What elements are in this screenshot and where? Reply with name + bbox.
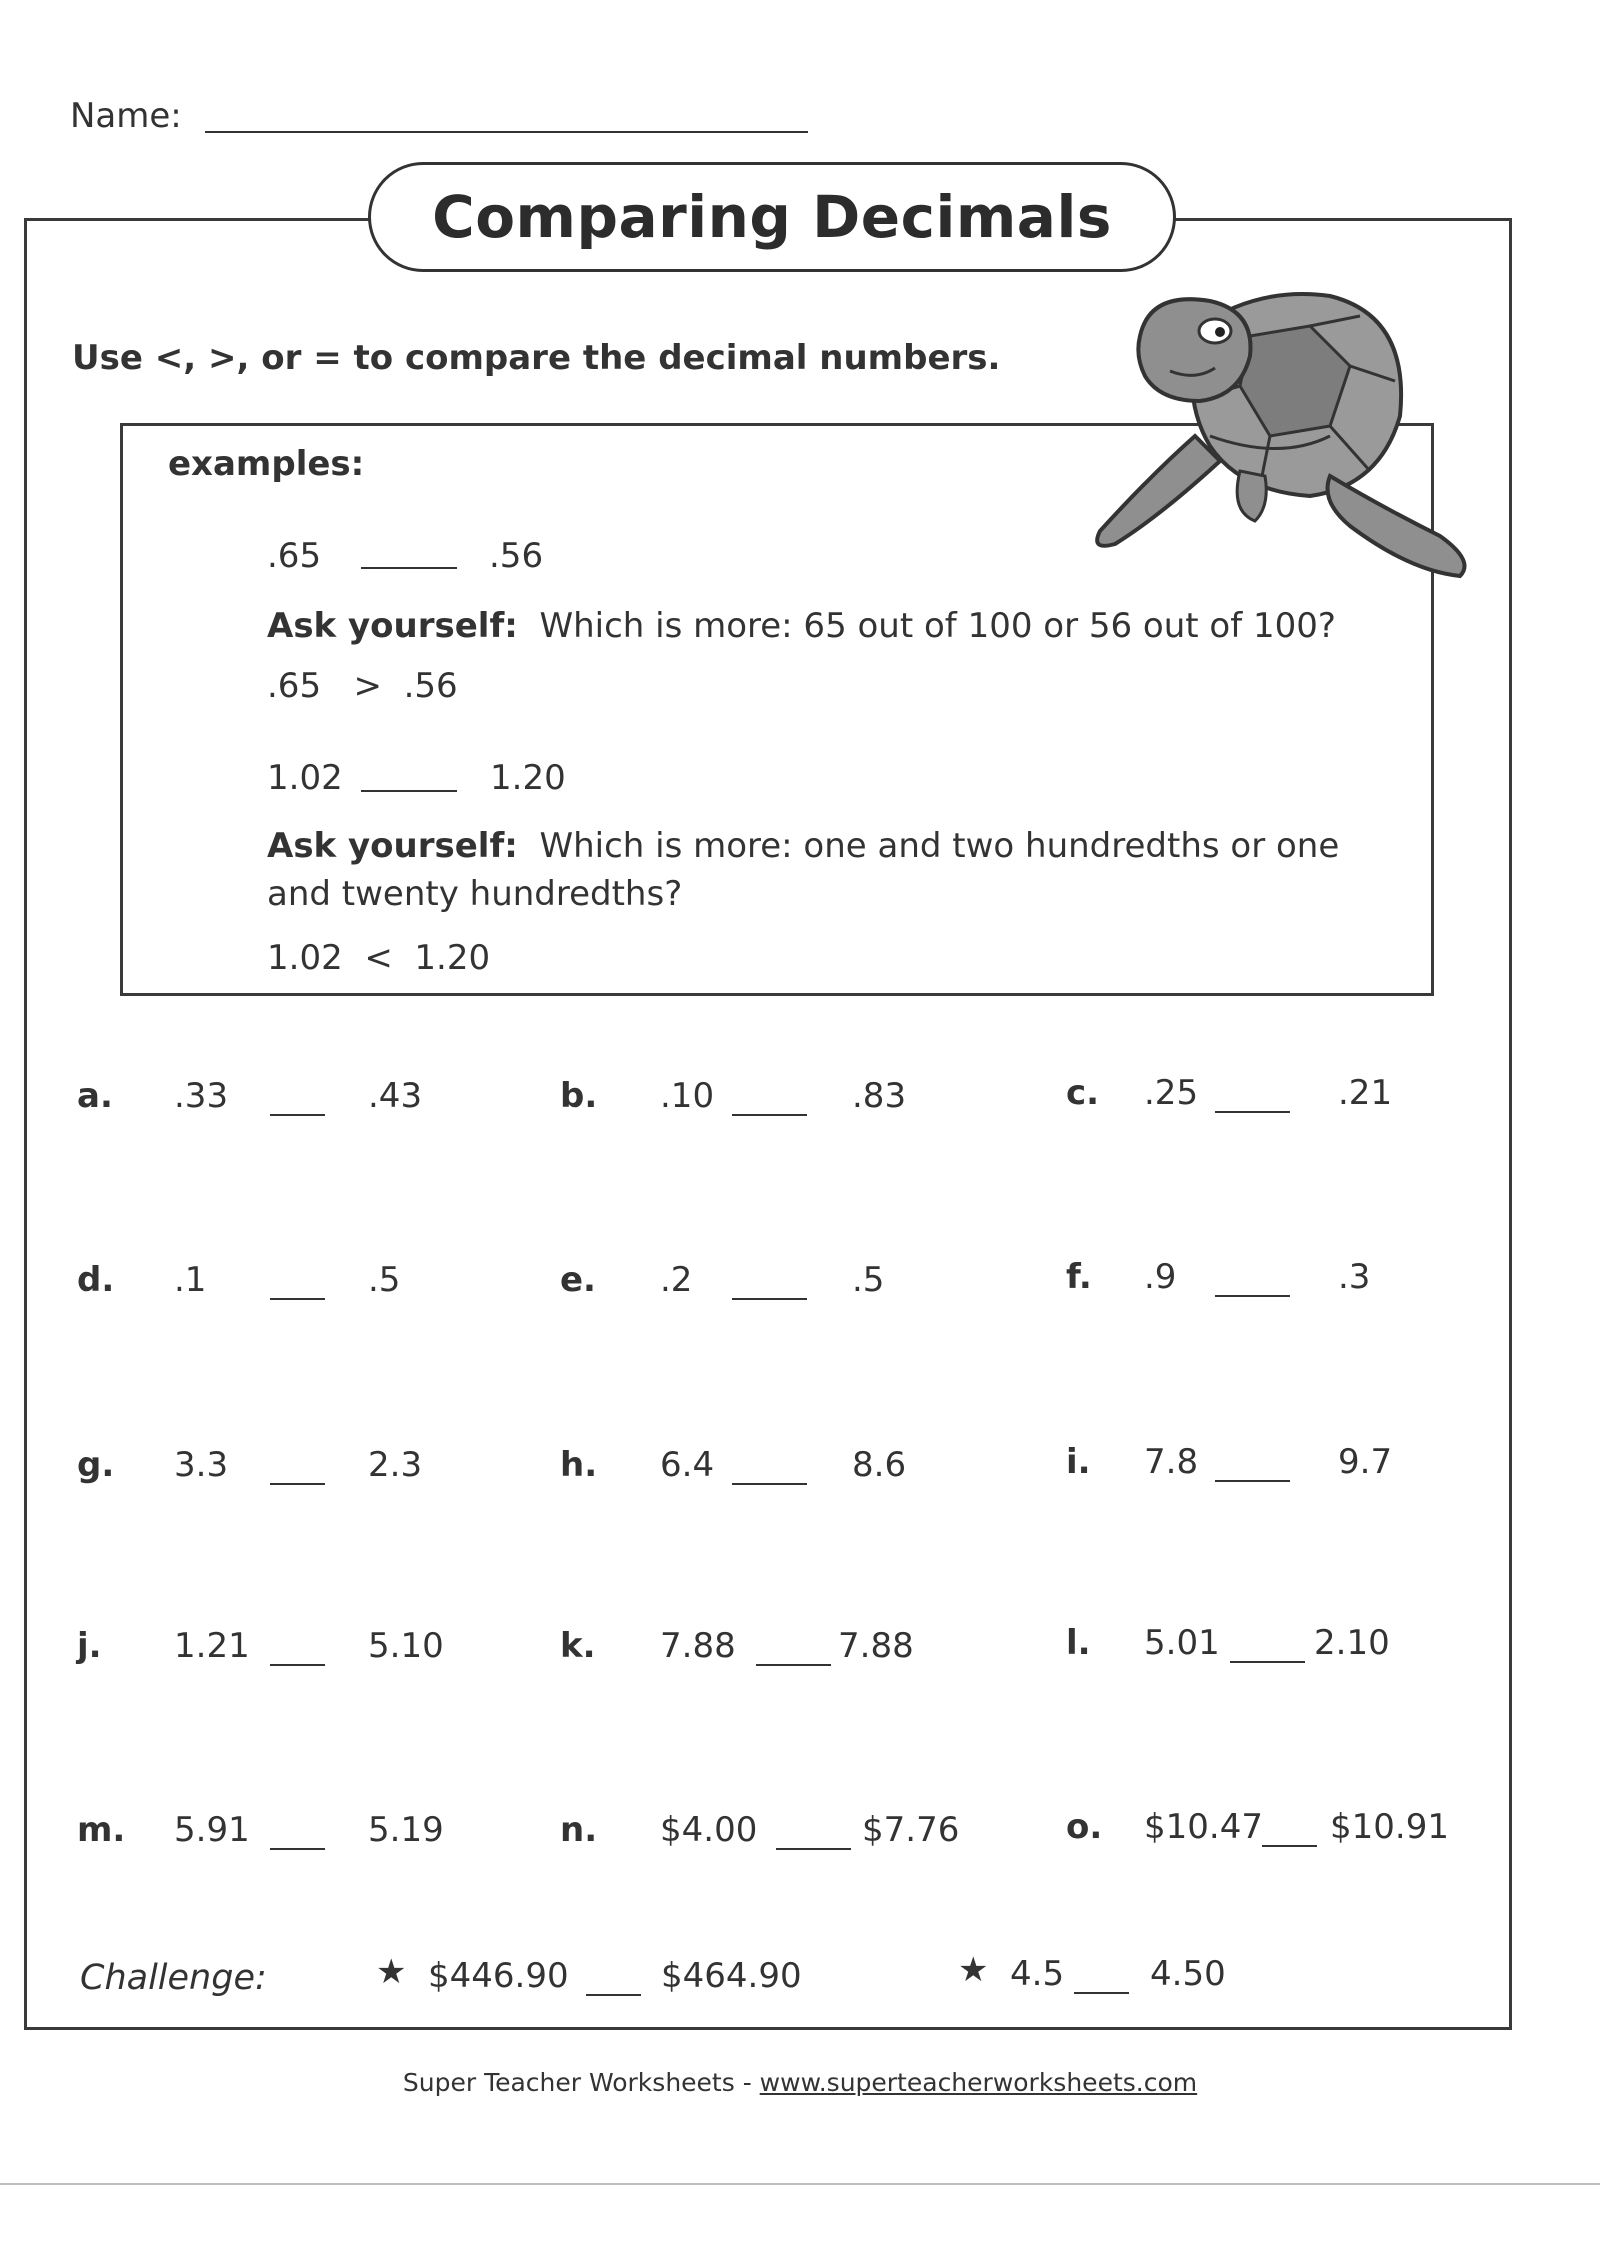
problem-letter: a. bbox=[77, 1076, 113, 1116]
problem-right-number: .43 bbox=[368, 1076, 423, 1116]
challenge2-right: 4.50 bbox=[1150, 1954, 1226, 1994]
answer-blank[interactable] bbox=[270, 1848, 325, 1850]
problem-letter: d. bbox=[77, 1260, 115, 1300]
footer-text: Super Teacher Worksheets - bbox=[402, 2068, 760, 2097]
example2-ask-question-line1: Which is more: one and two hundredths or one bbox=[539, 826, 1340, 866]
examples-heading: examples: bbox=[168, 444, 365, 484]
problem-left-number: 7.8 bbox=[1144, 1442, 1199, 1482]
example1-answer: .65 > .56 bbox=[267, 666, 458, 706]
problem-left-number: 3.3 bbox=[174, 1445, 229, 1485]
star-icon: ★ bbox=[958, 1950, 989, 1990]
page-title: Comparing Decimals bbox=[432, 183, 1112, 251]
problem-letter: f. bbox=[1066, 1257, 1092, 1297]
problem-right-number: .83 bbox=[852, 1076, 907, 1116]
problem-letter: b. bbox=[560, 1076, 598, 1116]
example1-ask-question: Which is more: 65 out of 100 or 56 out of 100? bbox=[539, 606, 1336, 646]
name-field-line[interactable] bbox=[205, 131, 808, 133]
problem-left-number: .9 bbox=[1144, 1257, 1177, 1297]
problem-letter: i. bbox=[1066, 1442, 1091, 1482]
problem-left-number: 5.01 bbox=[1144, 1623, 1220, 1663]
answer-blank[interactable] bbox=[270, 1114, 325, 1116]
problem-left-number: 1.21 bbox=[174, 1626, 250, 1666]
problem-letter: o. bbox=[1066, 1807, 1103, 1847]
problem-letter: m. bbox=[77, 1810, 126, 1850]
challenge1-right: $464.90 bbox=[661, 1956, 802, 1996]
problem-right-number: $10.91 bbox=[1330, 1807, 1449, 1847]
answer-blank[interactable] bbox=[1262, 1845, 1317, 1847]
star-icon: ★ bbox=[376, 1952, 407, 1992]
footer bbox=[0, 2068, 1600, 2097]
problem-left-number: $10.47 bbox=[1144, 1807, 1263, 1847]
problem-letter: g. bbox=[77, 1445, 115, 1485]
answer-blank[interactable] bbox=[1230, 1661, 1305, 1663]
problem-right-number: .3 bbox=[1338, 1257, 1371, 1297]
challenge1-left: $446.90 bbox=[428, 1956, 569, 1996]
challenge2-blank[interactable] bbox=[1074, 1992, 1129, 1994]
instructions: Use <, >, or = to compare the decimal numbers. bbox=[72, 338, 1001, 378]
answer-blank[interactable] bbox=[270, 1664, 325, 1666]
problem-left-number: 7.88 bbox=[660, 1626, 736, 1666]
problem-right-number: 2.3 bbox=[368, 1445, 423, 1485]
problem-left-number: .1 bbox=[174, 1260, 207, 1300]
example1-right-number: .56 bbox=[489, 536, 544, 576]
answer-blank[interactable] bbox=[732, 1114, 807, 1116]
title-banner bbox=[368, 162, 1176, 272]
example2-ask-label: Ask yourself: bbox=[267, 826, 518, 866]
example2-ask-question-line2: and twenty hundredths? bbox=[267, 874, 683, 914]
problem-left-number: .2 bbox=[660, 1260, 693, 1300]
example1-ask bbox=[267, 606, 1336, 646]
problem-right-number: .5 bbox=[368, 1260, 401, 1300]
problem-letter: l. bbox=[1066, 1623, 1091, 1663]
problem-right-number: 5.10 bbox=[368, 1626, 444, 1666]
example2-left-number: 1.02 bbox=[267, 758, 343, 798]
problem-left-number: $4.00 bbox=[660, 1810, 758, 1850]
problem-right-number: 9.7 bbox=[1338, 1442, 1393, 1482]
challenge2-left: 4.5 bbox=[1010, 1954, 1065, 1994]
challenge1-blank[interactable] bbox=[586, 1994, 641, 1996]
answer-blank[interactable] bbox=[1215, 1480, 1290, 1482]
answer-blank[interactable] bbox=[776, 1848, 851, 1850]
problem-letter: j. bbox=[77, 1626, 102, 1666]
footer-link[interactable]: www.superteacherworksheets.com bbox=[759, 2068, 1198, 2097]
problem-right-number: 5.19 bbox=[368, 1810, 444, 1850]
problem-right-number: .21 bbox=[1338, 1073, 1393, 1113]
example1-left-number: .65 bbox=[267, 536, 322, 576]
answer-blank[interactable] bbox=[270, 1298, 325, 1300]
example2-right-number: 1.20 bbox=[490, 758, 566, 798]
problem-letter: c. bbox=[1066, 1073, 1100, 1113]
example1-ask-label: Ask yourself: bbox=[267, 606, 518, 646]
turtle-illustration bbox=[1080, 286, 1480, 586]
name-label: Name: bbox=[70, 96, 182, 136]
answer-blank[interactable] bbox=[732, 1298, 807, 1300]
example1-blank bbox=[361, 567, 457, 569]
answer-blank[interactable] bbox=[1215, 1111, 1290, 1113]
example2-ask bbox=[267, 826, 1339, 866]
answer-blank[interactable] bbox=[270, 1483, 325, 1485]
challenge-label: Challenge: bbox=[80, 1958, 267, 1998]
problem-letter: k. bbox=[560, 1626, 596, 1666]
problem-left-number: .33 bbox=[174, 1076, 229, 1116]
page-bottom-rule bbox=[0, 2183, 1600, 2185]
problem-left-number: .25 bbox=[1144, 1073, 1199, 1113]
problem-right-number: 8.6 bbox=[852, 1445, 907, 1485]
problem-left-number: 6.4 bbox=[660, 1445, 715, 1485]
problem-letter: n. bbox=[560, 1810, 598, 1850]
answer-blank[interactable] bbox=[756, 1664, 831, 1666]
answer-blank[interactable] bbox=[732, 1483, 807, 1485]
problem-right-number: $7.76 bbox=[862, 1810, 960, 1850]
answer-blank[interactable] bbox=[1215, 1295, 1290, 1297]
example2-answer: 1.02 < 1.20 bbox=[267, 938, 491, 978]
problem-letter: e. bbox=[560, 1260, 596, 1300]
example2-blank bbox=[361, 790, 457, 792]
problem-right-number: 2.10 bbox=[1314, 1623, 1390, 1663]
problem-left-number: .10 bbox=[660, 1076, 715, 1116]
problem-right-number: 7.88 bbox=[838, 1626, 914, 1666]
problem-letter: h. bbox=[560, 1445, 598, 1485]
problem-right-number: .5 bbox=[852, 1260, 885, 1300]
problem-left-number: 5.91 bbox=[174, 1810, 250, 1850]
